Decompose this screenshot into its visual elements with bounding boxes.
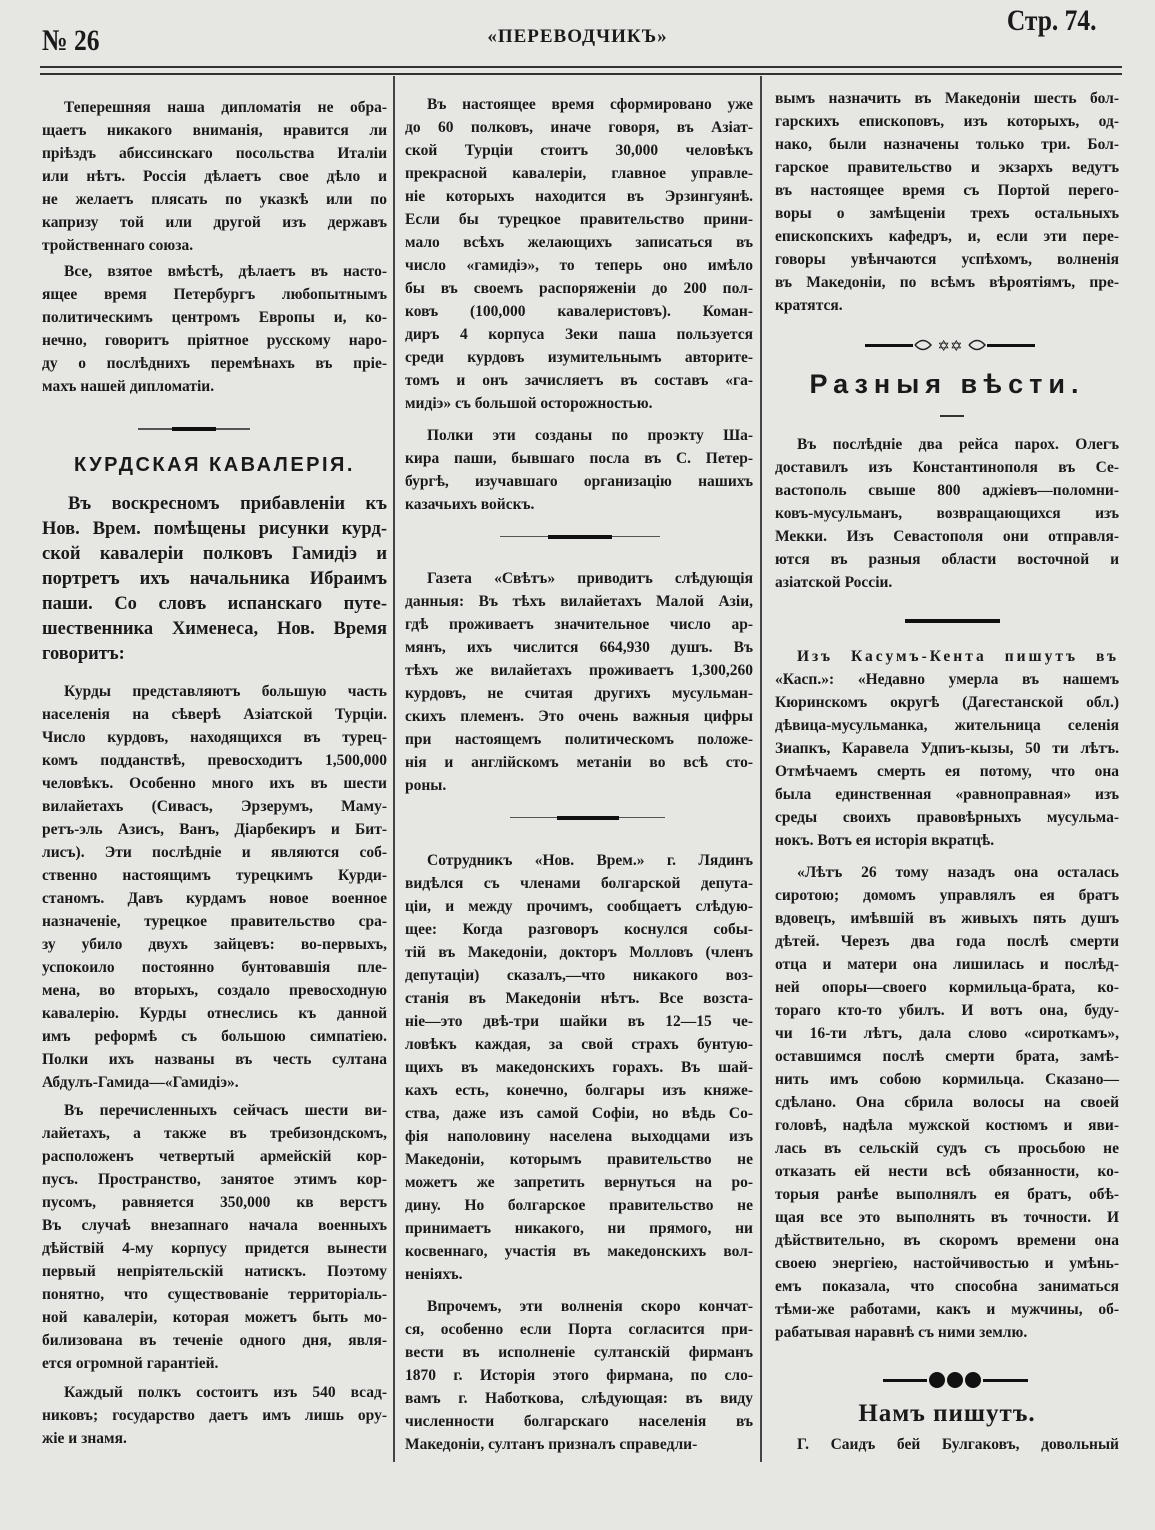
text-line: щихъ въ македонскихъ горахъ. Въ шай- (405, 1059, 753, 1076)
text-line: кратятся. (775, 297, 843, 314)
text-line: мало всѣхъ желающихъ записаться въ (405, 234, 753, 251)
text-line: первый непріятельскій натискъ. Поэтому (42, 1263, 387, 1280)
text-line: Каждый полкъ состоитъ изъ 540 всад- (64, 1384, 387, 1401)
text-line: ной кавалеріи, которая можетъ быть мо- (42, 1309, 387, 1326)
section-divider (510, 817, 665, 818)
text-line: отца и матери она лишилась и послѣд- (775, 956, 1119, 973)
text-line: Мекки. Изъ Севастополя они отправля- (775, 528, 1119, 545)
text-line: торыя ранѣе выполнялъ ея братъ, обѣ- (775, 1186, 1119, 1203)
text-line: сдѣлано. Она сбрила волосы на своей (775, 1094, 1119, 1111)
text-line: емъ показала, что способна заниматься (775, 1278, 1119, 1295)
text-line: бургѣ, изучавшаго организацію нашихъ (405, 473, 753, 490)
text-line: Абдулъ-Гамида—«Гамидіэ». (42, 1074, 239, 1091)
text-line: щая все это выполнять въ точности. И (775, 1209, 1119, 1226)
text-line: число «гамидіэ», то теперь оно имѣло (405, 257, 753, 274)
text-line: въ Македоніи, по всѣмъ вѣроятіямъ, пре- (775, 274, 1119, 291)
text-line: тройственнаго союза. (42, 237, 194, 254)
text-line: населенія на сѣверѣ Азіатской Турціи. (42, 706, 387, 723)
left-paragraph-5 (42, 1381, 387, 1450)
text-line: ства, даже изъ самой Софіи, но вѣдь Со- (405, 1105, 753, 1122)
text-line: лась въ сельскій судъ съ просьбою не (775, 1140, 1119, 1157)
text-line: Въ воскресномъ прибавленіи къ (68, 494, 387, 514)
text-line: отказать ей нести всѣ обязанности, ко- (775, 1163, 1119, 1180)
text-line: лайетахъ, а также въ требизондскомъ, (42, 1125, 387, 1142)
right-paragraph-2 (775, 433, 1119, 594)
text-line: ніе которыхъ находится въ Эрзингуянѣ. (405, 188, 753, 205)
text-line: численности болгарскаго населенія въ (405, 1413, 753, 1430)
text-line: скихъ племенъ. Это очень важныя цифры (405, 708, 753, 725)
text-line: билизована въ теченіе одного дня, явля- (42, 1332, 387, 1349)
text-line: вилайетахъ (Сивасъ, Эрзерумъ, Маму- (42, 798, 387, 815)
text-line: воры о замѣщеніи трехъ остальныхъ (775, 205, 1119, 222)
text-line: гдѣ проживаетъ значительное число ар- (405, 616, 753, 633)
text-line: дѣтей. Черезъ два года послѣ смерти (775, 933, 1119, 950)
floral-divider-icon (865, 333, 1035, 357)
middle-paragraph-2 (405, 424, 753, 516)
text-line: «Лѣтъ 26 тому назадъ она осталась (797, 864, 1119, 881)
text-line: курдовъ, не считая другихъ мусульман- (405, 685, 753, 702)
text-line: вымъ назначить въ Македоніи шесть бол- (775, 90, 1119, 107)
text-line: назначеніе, турецкое правительство сра- (42, 913, 387, 930)
text-line: ственно настоящимъ турецкимъ Курди- (42, 867, 387, 884)
text-line: Отмѣчаемъ смерть ея потому, что она (775, 763, 1119, 780)
text-line: нечно, говоритъ пріятное русскому наро- (42, 332, 387, 349)
text-line: тѣхъ же вилайетахъ проживаетъ 1,300,260 (405, 662, 753, 679)
text-line: нія и англійскомъ метаніи во всѣ сто- (405, 754, 753, 771)
text-line: жіе и знамя. (42, 1430, 127, 1447)
section-divider (500, 536, 660, 537)
text-line: никовъ; государство даетъ имъ лишь ору- (42, 1407, 387, 1424)
text-line: нокъ. Вотъ ея исторія вкратцѣ. (775, 832, 995, 849)
text-line: станія въ Македоніи нѣтъ. Все возста- (405, 990, 753, 1007)
right-paragraph-4 (775, 861, 1119, 1344)
heading-kurdish-cavalry: КУРДСКАЯ КАВАЛЕРІЯ. (74, 454, 355, 476)
issue-number: № 26 (42, 24, 100, 57)
text-line: роны. (405, 777, 447, 794)
middle-paragraph-4 (405, 849, 753, 1286)
text-line: была единственная «равноправная» изъ (775, 786, 1119, 803)
middle-paragraph-3 (405, 567, 753, 797)
text-line: ковъ (100,000 кавалеристовъ). Коман- (405, 303, 753, 320)
heading-various-news: Разныя вѣсти. (809, 369, 1085, 399)
text-line: ется огромной гарантіей. (42, 1355, 219, 1372)
text-line: лисъ). Эти послѣдніе и являются соб- (42, 844, 387, 861)
text-line: депутаціи) сказалъ,—что никакого воз- (405, 967, 753, 984)
text-line: кира паши, бывшаго посла въ С. Петер- (405, 450, 753, 467)
text-line: мянъ, ихъ числится 664,930 душъ. Въ (405, 639, 753, 656)
text-line: имъ реформѣ съ большою симпатіею. (42, 1028, 387, 1045)
text-line: Нов. Врем. помѣщены рисунки курд- (42, 519, 387, 539)
text-line: Впрочемъ, эти волненія скоро кончат- (427, 1298, 753, 1315)
text-line: доставилъ изъ Константинополя въ Се- (775, 459, 1119, 476)
text-line: не желаетъ плясать по указкѣ или по (42, 191, 387, 208)
header-rule-top (40, 66, 1122, 68)
text-line: вести въ исполненіе султанскій фирманъ (405, 1344, 753, 1361)
text-line: вдовецъ, имѣвшій въ живыхъ пять душъ (775, 910, 1119, 927)
heading-we-are-written: Намъ пишутъ. (858, 1400, 1036, 1427)
left-paragraph-2 (42, 260, 387, 398)
text-line: кавалерію. Курды отнеслись къ данной (42, 1005, 387, 1022)
text-line: нако, были назначены только три. Бол- (775, 136, 1119, 153)
text-line: «Касп.»: «Недавно умерла въ нашемъ (775, 671, 1119, 688)
text-line: принимаетъ никакого, ни прямого, ни (405, 1220, 753, 1237)
text-line: ской кавалеріи полковъ Гамидіэ и (42, 544, 387, 564)
text-line: данныя: Въ тѣхъ вилайетахъ Малой Азіи, (405, 593, 753, 610)
text-line: дѣвица-мусульманка, жительница селенія (775, 717, 1119, 734)
right-paragraph-5 (775, 1433, 1119, 1456)
text-line: чи 16-ти лѣтъ, дала слово «сироткамъ», (775, 1025, 1119, 1042)
text-line: азіатской Россіи. (775, 574, 893, 591)
middle-paragraph-1 (405, 93, 753, 415)
text-line: ніе—это двѣ-три шайки въ 12—15 че- (405, 1013, 753, 1030)
text-line: или нѣтъ. Россія дѣлаетъ свое дѣло и (42, 168, 387, 185)
text-line: гарскихъ епископовъ, изъ которыхъ, од- (775, 113, 1119, 130)
text-line: кахъ есть, конечно, болгары изъ княже- (405, 1082, 753, 1099)
text-line: епископскихъ кафедръ, и, если эти пере- (775, 228, 1119, 245)
text-line: пусомъ, равняется 350,000 кв верстъ (42, 1194, 387, 1211)
text-line: мидіэ» съ большой осторожностью. (405, 395, 653, 412)
text-line: Число курдовъ, находящихся въ турец- (42, 729, 387, 746)
text-line: среди курдовъ изумительнымъ авторите- (405, 349, 753, 366)
text-line: понятно, что существованіе территоріаль- (42, 1286, 387, 1303)
three-dots-divider-icon (883, 1369, 1028, 1391)
left-intro-paragraph (42, 492, 387, 667)
text-line: ретъ-эль Азисъ, Ванъ, Діарбекиръ и Бит- (42, 821, 387, 838)
text-line: тій въ Македоніи, докторъ Молловъ (членъ (405, 944, 753, 961)
text-line: при настоящемъ политическомъ положе- (405, 731, 753, 748)
text-line: паши. Со словъ испанскаго путе- (42, 594, 387, 614)
text-line: успокоило постоянно бунтовавшія пле- (42, 959, 387, 976)
text-line: Полки ихъ названы въ честь султана (42, 1051, 387, 1068)
text-line: щаетъ никакого вниманія, нравится ли (42, 122, 387, 139)
text-line: среды своихъ правовѣрныхъ мусульма- (775, 809, 1119, 826)
text-line: сиротою; домомъ управлялъ ея братъ (775, 887, 1119, 904)
text-line: портретъ ихъ начальника Ибраимъ (42, 569, 387, 589)
text-line: Все, взятое вмѣстѣ, дѣлаетъ въ насто- (64, 263, 387, 280)
text-line: ковъ-мусульманъ, возвращающихся изъ (775, 505, 1119, 522)
text-line: станомъ. Давъ курдамъ новое военное (42, 890, 387, 907)
short-divider (940, 415, 964, 417)
text-line: человѣкъ. Особенно много ихъ въ шести (42, 775, 387, 792)
text-line: Въ настоящее время сформировано уже (427, 96, 753, 113)
text-line: Кюринскомъ округѣ (Дагестанской обл.) (775, 694, 1119, 711)
right-paragraph-1 (775, 87, 1119, 317)
text-line: въ настоящее время съ Портой перего- (775, 182, 1119, 199)
text-line: мена, во вторыхъ, создало превосходную (42, 982, 387, 999)
text-line: говоритъ: (42, 644, 125, 664)
text-line: пусъ. Пространство, занятое этимъ кор- (42, 1171, 387, 1188)
text-line: щее: Когда разговоръ коснулся собы- (405, 921, 753, 938)
left-paragraph-3 (42, 680, 387, 1094)
text-line: пріѣздъ абиссинскаго посольства Италіи (42, 145, 387, 162)
text-line: ціи, и между прочимъ, сообщаетъ слѣдую- (405, 898, 753, 915)
text-line: томъ и онъ зачисляетъ въ составъ «га- (405, 372, 753, 389)
text-line: вастополь свыше 800 аджіевъ—поломни- (775, 482, 1119, 499)
left-paragraph-4 (42, 1099, 387, 1375)
text-line: косвеннаго, участія въ македонскихъ вол- (405, 1243, 753, 1260)
text-line: Зиапкъ, Каравела Удпиъ-кызы, 50 ти лѣтъ. (775, 740, 1119, 757)
text-line: ловѣкъ каждая, за свой страхъ бунтую- (405, 1036, 753, 1053)
text-line: оставшимся послѣ смерти брата, замѣ- (775, 1048, 1119, 1065)
text-line: Въ послѣдніе два рейса парох. Олегъ (797, 436, 1119, 453)
text-line: нить имъ собою кормильца. Сказано— (775, 1071, 1119, 1088)
text-line: диръ 4 корпуса Зеки паша пользуется (405, 326, 753, 343)
text-line: ются въ разныя области восточной и (775, 551, 1119, 568)
text-line: гарское правительство и экзархъ ведутъ (775, 159, 1119, 176)
page-number: Стр. 74. (1007, 4, 1097, 37)
left-paragraph-1 (42, 96, 387, 257)
middle-paragraph-5 (405, 1295, 753, 1456)
text-line: Въ перечисленныхъ сейчасъ шести ви- (64, 1102, 387, 1119)
text-line: Если бы турецкое правительство прини- (405, 211, 753, 228)
newspaper-title: «ПЕРЕВОДЧИКЪ» (487, 26, 668, 47)
svg-text:✡✡: ✡✡ (937, 337, 963, 355)
text-line: своею энергіею, настойчивостью и умѣнь- (775, 1255, 1119, 1272)
text-line: тораго кто-то убилъ. И вотъ она, буду- (775, 1002, 1119, 1019)
text-line: ской Турціи стоитъ 30,000 человѣкъ (405, 142, 753, 159)
text-line: Курды представляютъ большую часть (64, 683, 387, 700)
text-line: дѣйствительно, въ скоромъ времени она (775, 1232, 1119, 1249)
text-line: Македоніи, которымъ правительство не (405, 1151, 753, 1168)
text-line: тѣми-же работами, какъ и мужчины, об- (775, 1301, 1119, 1318)
text-line: можетъ же запретить вернуться на ро- (405, 1174, 753, 1191)
text-line: бы въ своемъ распоряженіи до 200 пол- (405, 280, 753, 297)
text-line: ся, особенно если Порта согласится при- (405, 1321, 753, 1338)
right-paragraph-3 (775, 645, 1119, 852)
text-line: прекрасной кавалеріи, главное управле- (405, 165, 753, 182)
header-rule-bottom (40, 73, 1122, 75)
section-divider (905, 619, 1000, 623)
section-divider (138, 428, 250, 430)
text-line: Изъ Касумъ-Кента пишутъ въ (797, 648, 1119, 665)
text-line: Въ случаѣ внезапнаго начала военныхъ (42, 1217, 387, 1234)
text-line: расположенъ четвертый армейскій кор- (42, 1148, 387, 1165)
text-line: Газета «Свѣтъ» приводитъ слѣдующія (427, 570, 753, 587)
text-line: рабатывая наравнѣ съ ними землю. (775, 1324, 1028, 1341)
text-line: дѣйствій 4-му корпусу придется вынести (42, 1240, 387, 1257)
text-line: до 60 полковъ, иначе говоря, въ Азіат- (405, 119, 753, 136)
column-rule-2 (760, 76, 762, 1462)
text-line: зу убило двухъ зайцевъ: во-первыхъ, (42, 936, 387, 953)
text-line: ящее время Петербургъ любопытнымъ (42, 286, 387, 303)
text-line: неніяхъ. (405, 1266, 463, 1283)
text-line: казачьихъ войскъ. (405, 496, 535, 513)
text-line: видѣлся съ членами болгарской депута- (405, 875, 753, 892)
text-line: фія наполовину населена выходцами изъ (405, 1128, 753, 1145)
text-line: Теперешняя наша дипломатія не обра- (64, 99, 387, 116)
text-line: капризу той или другой изъ державъ (42, 214, 387, 231)
text-line: махъ нашей дипломатіи. (42, 378, 215, 395)
text-line: говоры увѣнчаются успѣхомъ, волненія (775, 251, 1119, 268)
text-line: вамъ г. Наботкова, слѣдующая: въ виду (405, 1390, 753, 1407)
text-line: Г. Саидъ бей Булгаковъ, довольный (797, 1436, 1119, 1453)
text-line: дину. Но болгарское правительство не (405, 1197, 753, 1214)
text-line: Сотрудникъ «Нов. Врем.» г. Лядинъ (427, 852, 753, 869)
text-line: ней опоры—своего кормильца-брата, ко- (775, 979, 1119, 996)
text-line: политическимъ центромъ Европы и, ко- (42, 309, 387, 326)
text-line: 1870 г. Исторія этого фирмана, по сло- (405, 1367, 753, 1384)
column-rule-1 (393, 76, 395, 1462)
text-line: Полки эти созданы по проэкту Ша- (427, 427, 753, 444)
text-line: ду о послѣднихъ перемѣнахъ въ пріе- (42, 355, 387, 372)
text-line: комъ подданствѣ, превосходитъ 1,500,000 (42, 752, 387, 769)
text-line: Македоніи, султанъ призналъ справедли- (405, 1436, 698, 1453)
text-line: головѣ, надѣла мужской костюмъ и яви- (775, 1117, 1119, 1134)
text-line: шественника Хименеса, Нов. Время (42, 619, 387, 639)
